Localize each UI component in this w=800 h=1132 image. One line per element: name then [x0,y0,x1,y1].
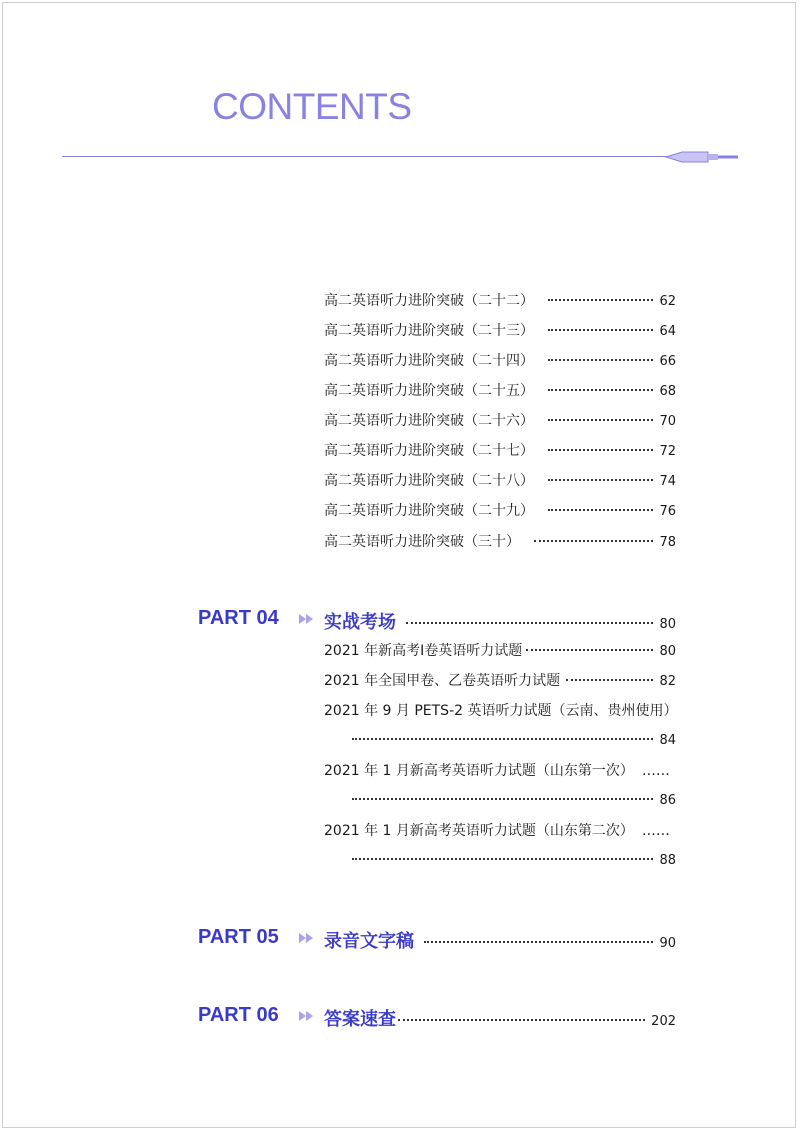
entry-title: 2021 年全国甲卷、乙卷英语听力试题 [324,673,561,689]
entry-title: 高二英语听力进阶突破（二十三） [324,323,534,339]
page-number: 64 [659,324,676,339]
toc-entry[interactable] [324,442,676,461]
toc-entry[interactable] [324,822,676,840]
toc-entry[interactable] [324,292,676,311]
toc-entry[interactable] [324,702,676,720]
toc-entry[interactable] [324,412,676,431]
entry-title: 高二英语听力进阶突破（二十四） [324,353,534,369]
entry-title: 2021 年 1 月新高考英语听力试题（山东第一次） [324,763,634,779]
dot-leader [548,419,653,421]
page-number: 86 [659,793,676,808]
page-number: 84 [659,733,676,748]
dot-leader [548,359,653,361]
page-number: 82 [659,674,676,689]
page-number: 202 [651,1014,676,1029]
page-number: 76 [659,504,676,519]
dot-leader [548,389,653,391]
dot-leader [352,858,653,860]
page-number: 68 [659,384,676,399]
entry-title: 2021 年新高考Ⅰ卷英语听力试题 [324,643,523,659]
section-title: 录音文字稿 [324,931,414,952]
dot-leader [566,679,653,681]
dot-leader [548,509,653,511]
toc-entry[interactable] [324,672,676,691]
entry-title: 高二英语听力进阶突破（二十六） [324,413,534,429]
entry-title: 高二英语听力进阶突破（二十八） [324,473,534,489]
entry-title: 2021 年 1 月新高考英语听力试题（山东第二次） [324,823,634,839]
page-number: 90 [659,936,676,951]
page-number: 62 [659,294,676,309]
dot-leader [352,738,653,740]
trailing-dots: …… [641,823,670,839]
entry-title: 高二英语听力进阶突破（二十七） [324,443,534,459]
dot-leader [548,479,653,481]
entry-title: 高二英语听力进阶突破（二十五） [324,383,534,399]
toc-entry[interactable] [324,472,676,491]
section-heading[interactable] [324,1005,676,1031]
page-number: 88 [659,853,676,868]
entry-title: 高二英语听力进阶突破（三十） [324,534,520,550]
dot-leader [398,1019,645,1021]
trailing-dots: …… [641,763,670,779]
entry-title: 高二英语听力进阶突破（二十九） [324,503,534,519]
dot-leader [424,941,653,943]
toc-entry-continuation[interactable] [352,792,676,810]
toc-entry-continuation[interactable] [352,852,676,870]
dot-leader [548,449,653,451]
page-number: 74 [659,474,676,489]
section-heading[interactable] [324,608,676,634]
page-number: 70 [659,414,676,429]
toc-entry[interactable] [324,352,676,371]
part-label: PART 04 [198,607,279,629]
double-arrow-icon [298,1010,316,1022]
toc-entry[interactable] [324,502,676,521]
entry-title: 高二英语听力进阶突破（二十二） [324,293,534,309]
dot-leader [548,329,653,331]
section-title: 实战考场 [324,612,396,633]
toc-entry[interactable] [324,382,676,401]
dot-leader [352,798,653,800]
dot-leader [406,622,653,624]
part-label: PART 05 [198,926,279,948]
contents-title: CONTENTS [212,86,412,127]
toc-entry[interactable] [324,322,676,341]
page-border [2,2,796,1128]
section-title: 答案速查 [324,1009,396,1030]
page-number: 80 [659,617,676,632]
double-arrow-icon [298,932,316,944]
toc-entry[interactable] [324,762,676,780]
entry-title: 2021 年 9 月 PETS-2 英语听力试题（云南、贵州使用） [324,703,678,719]
toc-entry-continuation[interactable] [352,732,676,750]
dot-leader [548,299,653,301]
title-rule [62,156,672,157]
plug-icon [664,149,740,165]
part-label: PART 06 [198,1004,279,1026]
double-arrow-icon [298,613,316,625]
dot-leader [534,540,653,542]
page-number: 80 [659,644,676,659]
page-number: 66 [659,354,676,369]
page-number: 72 [659,444,676,459]
page-number: 78 [659,535,676,550]
toc-entry[interactable] [324,642,676,661]
dot-leader [526,649,653,651]
section-heading[interactable] [324,927,676,953]
toc-entry[interactable] [324,533,676,552]
